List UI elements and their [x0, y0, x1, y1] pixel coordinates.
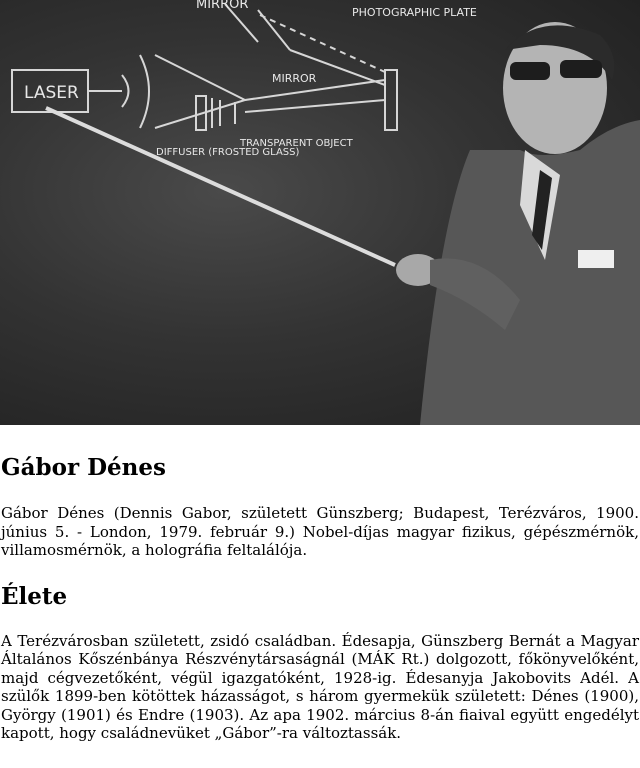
intro-paragraph: Gábor Dénes (Dennis Gabor, született Günszberg; Budapest, Terézváros, 1900. június 5. - London, 1979. február 9.) Nobel-díjas magyar fizikus, gépészmérnök, villamosmérnök, a holográfia feltalálója.	[1, 504, 639, 559]
label-mirror: MIRROR	[272, 72, 317, 85]
article	[0, 453, 640, 743]
label-laser: LASER	[24, 83, 79, 103]
pointer-stick	[46, 108, 395, 265]
section-paragraph: A Terézvárosban született, zsidó családban. Édesapja, Günszberg Bernát a Magyar Általános Kőszénbánya Részvénytársaságnál (MÁK Rt.) dolgozott, főkönyvelőként, majd cégvezetőként, végül igazgatóként, 1928-ig. Édesanyja Jakobovits Adél. A szülők 1899-ben kötöttek házasságot, s három gyermekük született: Dénes (1900), György (1901) és Endre (1903). Az apa 1902. március 8-án fiaival együtt engedélyt kapott, hogy családnevüket „Gábor”-ra változtassák.	[1, 631, 639, 742]
person-figure	[396, 22, 640, 425]
label-diffuser: DIFFUSER (FROSTED GLASS)	[156, 147, 300, 158]
label-mirror-top: MIRROR	[196, 0, 249, 12]
section-heading: Élete	[1, 582, 68, 610]
label-photo-plate: PHOTOGRAPHIC PLATE	[352, 6, 477, 19]
page-title: Gábor Dénes	[1, 454, 166, 481]
label-transparent-object: TRANSPARENT OBJECT	[240, 138, 353, 149]
